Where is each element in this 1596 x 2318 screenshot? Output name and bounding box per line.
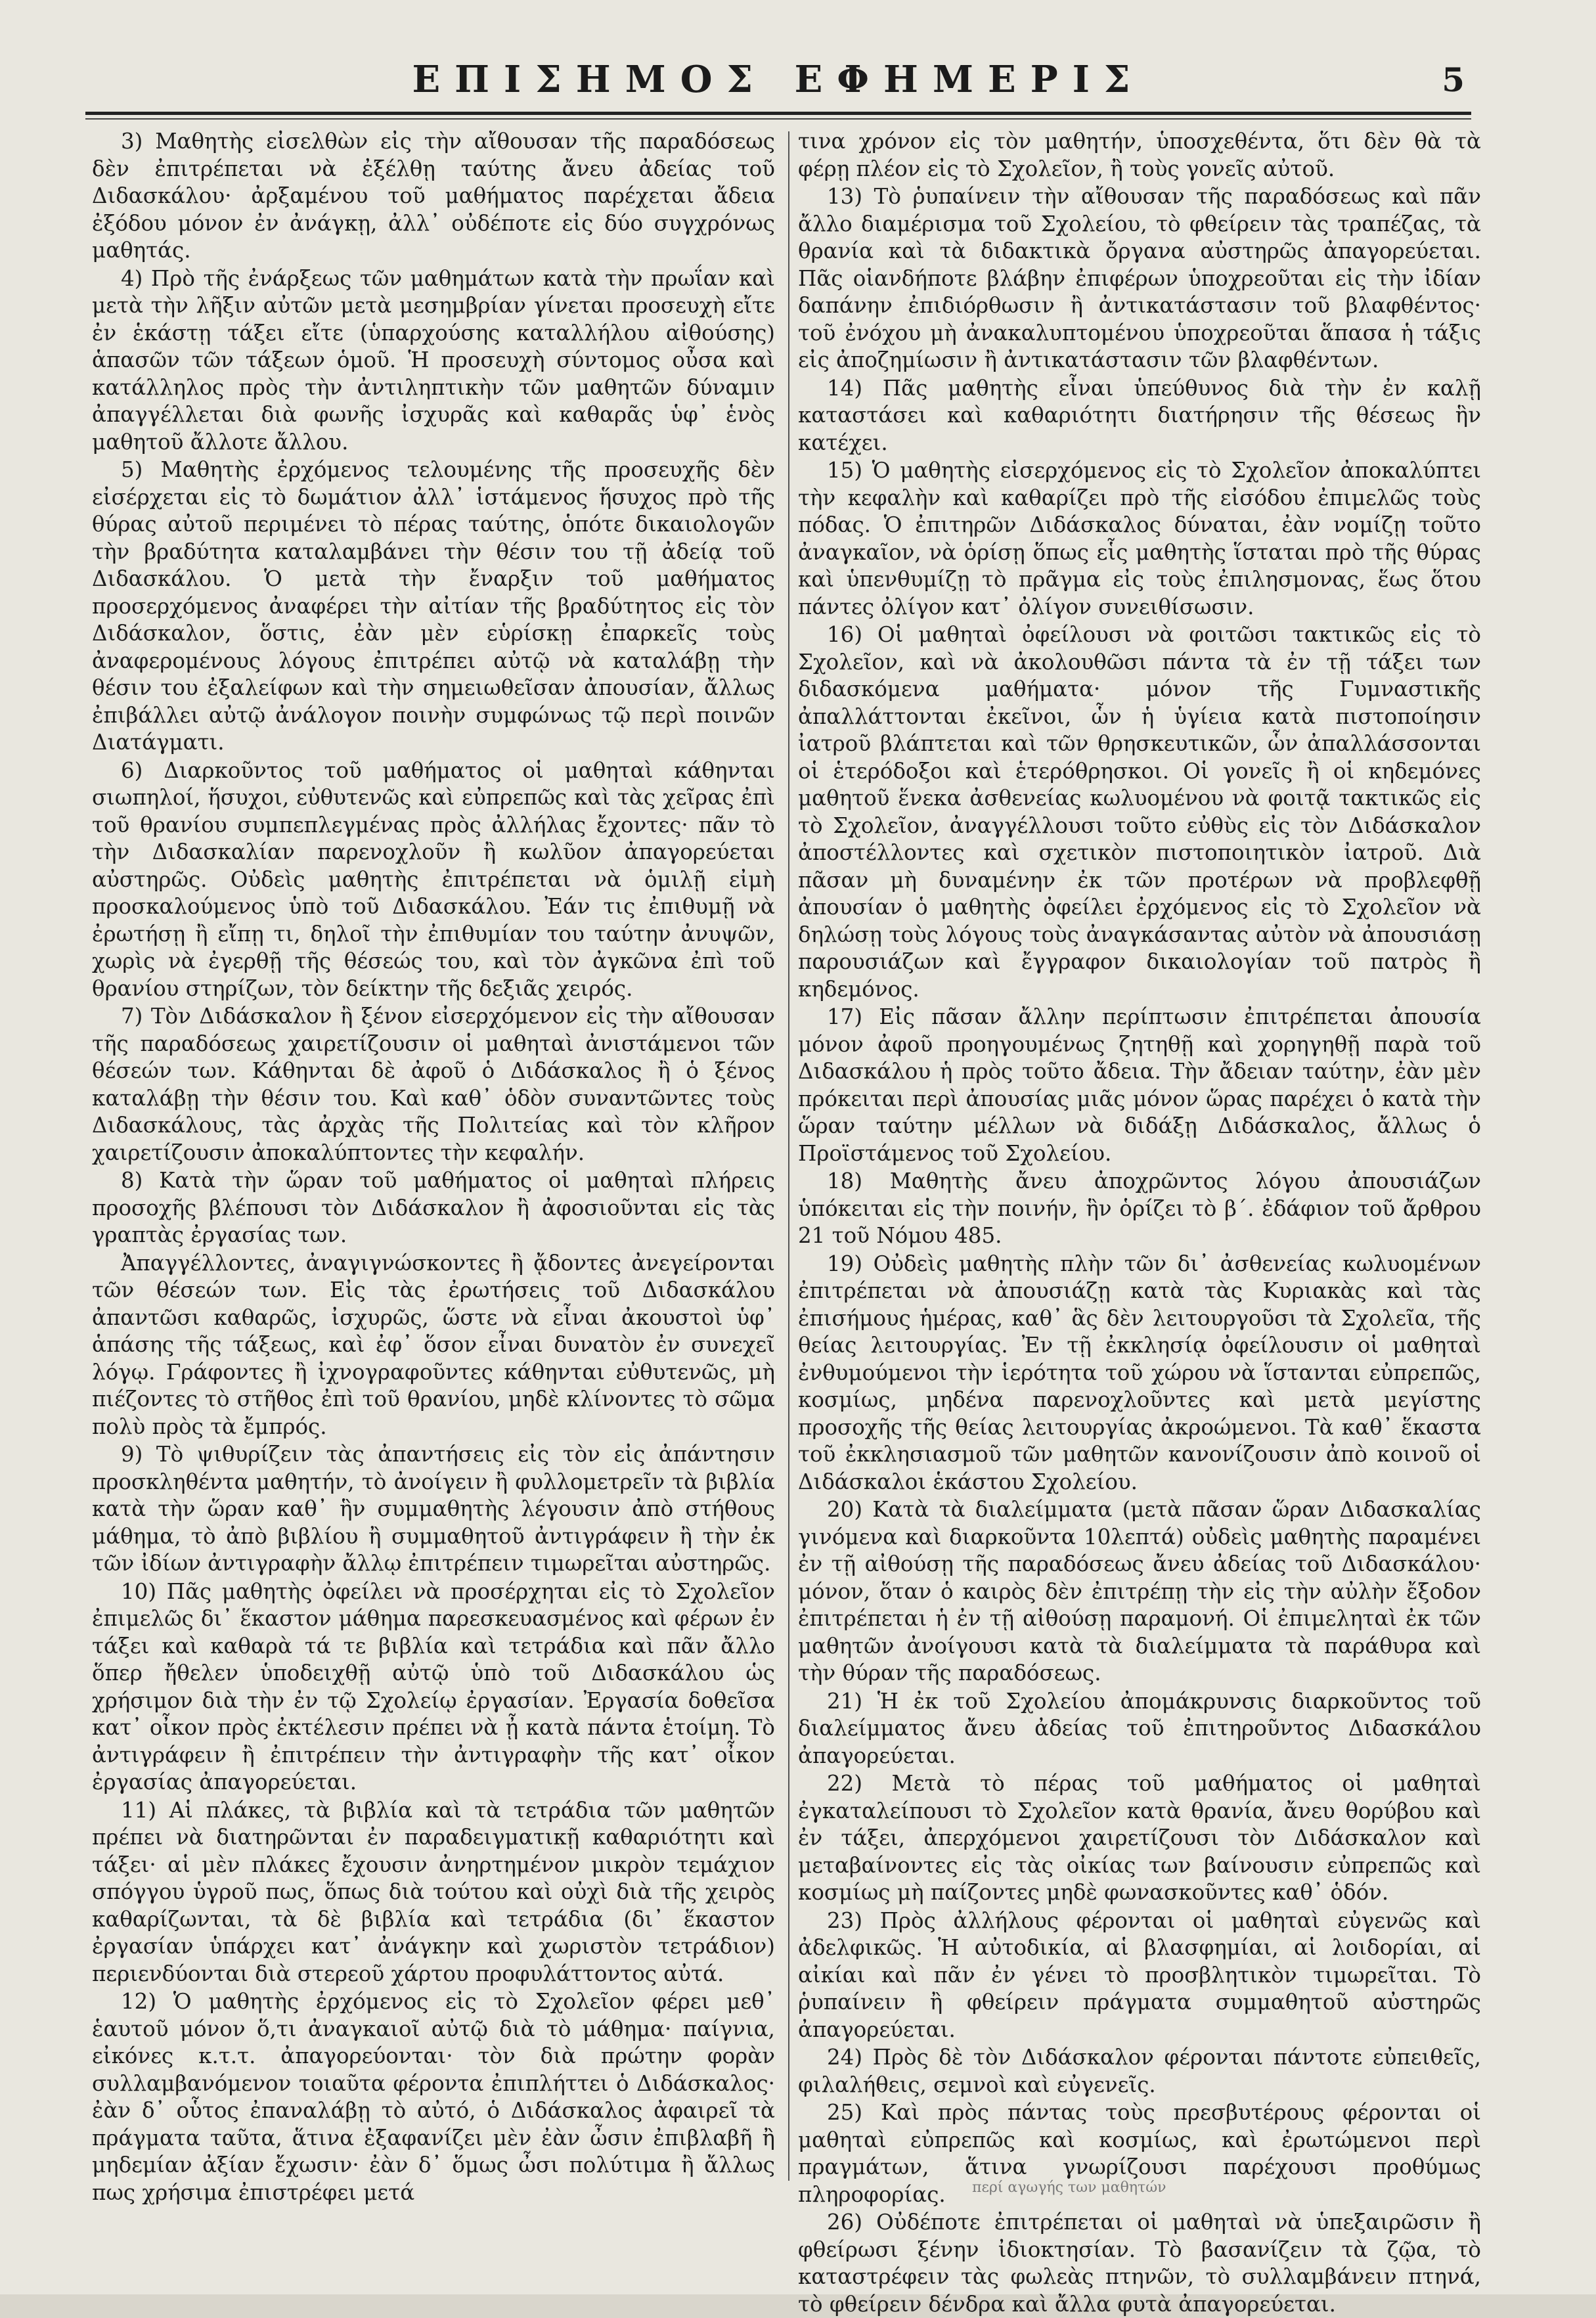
article-paragraph: 18) Μαθητὴς ἄνευ ἀποχρῶντος λόγου ἀπουσιάζων ὑπόκειται εἰς τὴν ποινήν, ἣν ὁρίζει τὸ β΄. ἐδάφιον τοῦ ἄρθρου 21 τοῦ Νόμου 485. <box>798 1169 1481 1248</box>
article-paragraph: 14) Πᾶς μαθητὴς εἶναι ὑπεύθυνος διὰ τὴν ἐν καλῇ καταστάσει καὶ καθαριότητι διατήρησιν τῆς θέσεως ἣν κατέχει. <box>798 375 1481 455</box>
article-paragraph: 16) Οἱ μαθηταὶ ὀφείλουσι νὰ φοιτῶσι τακτικῶς εἰς τὸ Σχολεῖον, καὶ νὰ ἀκολουθῶσι πάντα τὰ ἐν τῇ τάξει των διδασκόμενα μαθήματα· μόνον τῆς Γυμναστικῆς ἀπαλλάττονται ἐκεῖνοι, ὧν ἡ ὑγίεια κατὰ πιστοποίησιν ἰατροῦ βλάπτεται καὶ τῶν θρησκευτικῶν, ὧν ἀπαλλάσσονται οἱ ἑτερόδοξοι καὶ ἑτερόθρησκοι. Οἱ γονεῖς ἢ οἱ κηδεμόνες μαθητοῦ ἕνεκα ἀσθενείας κωλυομένου νὰ φοιτᾷ τακτικῶς εἰς τὸ Σχολεῖον, ἀναγγέλλουσι τοῦτο εὐθὺς εἰς τὸν Διδάσκαλον ἀποστέλλοντες καὶ σχετικὸν πιστοποιητικὸν ἰατροῦ. Διὰ πᾶσαν μὴ δυναμένην ἐκ τῶν προτέρων νὰ προβλεφθῇ ἀπουσίαν ὁ μαθητὴς ὀφείλει ἐρχόμενος εἰς τὸ Σχολεῖον νὰ δηλώσῃ τοὺς λόγους τοὺς ἀναγκάσαντας αὐτὸν νὰ ἀπουσιάσῃ παρουσιάζων καὶ ἔγγραφον δικαιολογίαν τοῦ πατρὸς ἢ κηδεμόνος. <box>798 622 1481 1002</box>
article-paragraph: τινα χρόνον εἰς τὸν μαθητήν, ὑποσχεθέντα, ὅτι δὲν θὰ τὰ φέρῃ πλέον εἰς τὸ Σχολεῖον, ἢ τοὺς γονεῖς αὐτοῦ. <box>798 129 1481 181</box>
article-paragraph: 6) Διαρκοῦντος τοῦ μαθήματος οἱ μαθηταὶ κάθηνται σιωπηλοί, ἥσυχοι, εὐθυτενῶς καὶ εὐπρεπῶς καὶ τὰς χεῖρας ἐπὶ τοῦ θρανίου συμπεπλεγμένας πρὸς ἀλλήλας ἔχοντες· πᾶν τὸ τὴν Διδασκαλίαν παρενοχλοῦν ἢ κωλῦον ἀπαγορεύεται αὐστηρῶς. Οὐδεὶς μαθητὴς ἐπιτρέπεται νὰ ὁμιλῇ εἰμὴ προσκαλούμενος ὑπὸ τοῦ Διδασκάλου. Ἐάν τις ἐπιθυμῇ νὰ ἐρωτήσῃ ἢ εἴπῃ τι, δηλοῖ τὴν ἐπιθυμίαν του ταύτην ἀνυψῶν, χωρὶς νὰ ἐγερθῇ τῆς θέσεώς του, καὶ τὸν ἀγκῶνα ἐπὶ τοῦ θρανίου στηρίζων, τὸν δείκτην τῆς δεξιᾶς χειρός. <box>92 757 775 1001</box>
page-header <box>85 46 1471 118</box>
article-paragraph: 9) Τὸ ψιθυρίζειν τὰς ἀπαντήσεις εἰς τὸν εἰς ἀπάντησιν προσκληθέντα μαθητήν, τὸ ἀνοίγειν ἢ φυλλομετρεῖν τὰ βιβλία κατὰ τὴν ὥραν καθ᾽ ἣν συμμαθητὴς λέγουσιν ἀπὸ στήθους μάθημα, τὸ ἀπὸ βιβλίου ἢ συμμαθητοῦ ἀντιγράφειν ἢ τὴν ἐκ τῶν ἰδίων ἀντιγραφὴν ἄλλῳ ἐπιτρέπειν τιμωρεῖται αὐστηρῶς. <box>92 1442 775 1576</box>
article-paragraph: 20) Κατὰ τὰ διαλείμματα (μετὰ πᾶσαν ὥραν Διδασκαλίας γινόμενα καὶ διαρκοῦντα 10λεπτά) οὐδεὶς μαθητὴς παραμένει ἐν τῇ αἰθούσῃ τῆς παραδόσεως ἄνευ ἀδείας τοῦ Διδασκάλου· μόνον, ὅταν ὁ καιρὸς δὲν ἐπιτρέπῃ τὴν εἰς τὴν αὐλὴν ἔξοδον ἐπιτρέπεται ἡ ἐν τῇ αἰθούσῃ παραμονή. Οἱ ἐπιμεληταὶ ἐκ τῶν μαθητῶν ἀνοίγουσι κατὰ τὰ διαλείμματα τὰ παράθυρα καὶ τὴν θύραν τῆς παραδόσεως. <box>798 1497 1481 1685</box>
article-paragraph: 24) Πρὸς δὲ τὸν Διδάσκαλον φέρονται πάντοτε εὐπειθεῖς, φιλαλήθεις, σεμνοὶ καὶ εὐγενεῖς. <box>798 2045 1481 2097</box>
article-paragraph: 25) Καὶ πρὸς πάντας τοὺς πρεσβυτέρους φέρονται οἱ μαθηταὶ εὐπρεπῶς καὶ κοσμίως, καὶ ἐρωτώμενοι περὶ πραγμάτων, ἅτινα γνωρίζουσι παρέχουσι προθύμως πληροφορίας. <box>798 2100 1481 2207</box>
page-number: 5 <box>1442 60 1465 99</box>
article-paragraph: 3) Μαθητὴς εἰσελθὼν εἰς τὴν αἴθουσαν τῆς παραδόσεως δὲν ἐπιτρέπεται νὰ ἐξέλθῃ ταύτης ἄνευ ἀδείας τοῦ Διδασκάλου· ἀρξαμένου τοῦ μαθήματος παρέχεται ἄδεια ἐξόδου μόνον ἐν ἀνάγκῃ, ἀλλ᾽ οὐδέποτε εἰς δύο συγχρόνως μαθητάς. <box>92 129 775 263</box>
article-paragraph: 19) Οὐδεὶς μαθητὴς πλὴν τῶν δι᾽ ἀσθενείας κωλυομένων ἐπιτρέπεται νὰ ἀπουσιάζῃ κατὰ τὰς Κυριακὰς καὶ τὰς ἐπισήμους ἡμέρας, καθ᾽ ἃς δὲν λειτουργοῦσι τὰ Σχολεῖα, τῆς θείας λειτουργίας. Ἐν τῇ ἐκκλησίᾳ ὀφείλουσιν οἱ μαθηταὶ ἐνθυμούμενοι τὴν ἱερότητα τοῦ χώρου νὰ ἵστανται εὐπρεπῶς, κοσμίως, μηδένα παρενοχλοῦντες καὶ μετὰ μεγίστης προσοχῆς τῆς θείας λειτουργίας ἀκροώμενοι. Τὰ καθ᾽ ἕκαστα τοῦ ἐκκλησιασμοῦ τῶν μαθητῶν κανονίζουσιν ἀπὸ κοινοῦ οἱ Διδάσκαλοι ἑκάστου Σχολείου. <box>798 1251 1481 1494</box>
article-paragraph: 26) Οὐδέποτε ἐπιτρέπεται οἱ μαθηταὶ νὰ ὑπεξαιρῶσιν ἢ φθείρωσι ξένην ἰδιοκτησίαν. Τὸ βασανίζειν τὰ ζῷα, τὸ καταστρέφειν τὰς φωλεὰς πτηνῶν, τὸ συλλαμβάνειν πτηνά, τὸ φθείρειν δένδρα καὶ ἄλλα φυτὰ ἀπαγορεύεται. <box>798 2210 1481 2317</box>
article-paragraph: 7) Τὸν Διδάσκαλον ἢ ξένον εἰσερχόμενον εἰς τὴν αἴθουσαν τῆς παραδόσεως χαιρετίζουσιν οἱ μαθηταὶ ἀνιστάμενοι τῶν θέσεών των. Κάθηνται δὲ ἀφοῦ ὁ Διδάσκαλος ἢ ὁ ξένος καταλάβῃ τὴν θέσιν του. Καὶ καθ᾽ ὁδὸν συναντῶντες τοὺς Διδασκάλους, τὰς ἀρχὰς τῆς Πολιτείας καὶ τὸν κλῆρον χαιρετίζουσιν ἀποκαλύπτοντες τὴν κεφαλήν. <box>92 1004 775 1165</box>
article-paragraph: Ἀπαγγέλλοντες, ἀναγιγνώσκοντες ἢ ᾄδοντες ἀνεγείρονται τῶν θέσεών των. Εἰς τὰς ἐρωτήσεις τοῦ Διδασκάλου ἀπαντῶσι καθαρῶς, ἰσχυρῶς, ὥστε νὰ εἶναι ἀκουστοὶ ὑφ᾽ ἁπάσης τῆς τάξεως, καὶ ἐφ᾽ ὅσον εἶναι δυνατὸν ἐν συνεχεῖ λόγῳ. Γράφοντες ἢ ἰχνογραφοῦντες κάθηνται εὐθυτενῶς, μὴ πιέζοντες τὸ στῆθος ἐπὶ τοῦ θρανίου, μηδὲ κλίνοντες τὸ σῶμα πολὺ πρὸς τὰ ἔμπρός. <box>92 1250 775 1439</box>
article-paragraph: 13) Τὸ ῥυπαίνειν τὴν αἴθουσαν τῆς παραδόσεως καὶ πᾶν ἄλλο διαμέρισμα τοῦ Σχολείου, τὸ φθείρειν τὰς τραπέζας, τὰ θρανία καὶ τὰ διδακτικὰ ὄργανα αὐστηρῶς ἀπαγορεύεται. Πᾶς οἱανδήποτε βλάβην ἐπιφέρων ὑποχρεοῦται εἰς τὴν ἰδίαν δαπάνην ἐπιδιόρθωσιν ἢ ἀντικατάστασιν τοῦ βλαφθέντος· τοῦ ἐνόχου μὴ ἀνακαλυπτομένου ὑποχρεοῦται ἅπασα ἡ τάξις εἰς ἀποζημίωσιν ἢ ἀντικατάστασιν τῶν βλαφθέντων. <box>798 184 1481 372</box>
header-rule-thin <box>85 118 1471 120</box>
header-rule <box>85 112 1471 115</box>
article-paragraph: 15) Ὁ μαθητὴς εἰσερχόμενος εἰς τὸ Σχολεῖον ἀποκαλύπτει τὴν κεφαλὴν καὶ καθαρίζει πρὸ τῆς εἰσόδου ἐπιμελῶς τοὺς πόδας. Ὁ ἐπιτηρῶν Διδάσκαλος δύναται, ἐὰν νομίζῃ τοῦτο ἀναγκαῖον, νὰ ὁρίσῃ ὅπως εἷς μαθητὴς ἵσταται πρὸ τῆς θύρας καὶ ὑπενθυμίζῃ τὸ πρᾶγμα εἰς τοὺς ἐπιλησμονας, ἕως ὅτου πάντες ὀλίγον κατ᾽ ὀλίγον συνειθίσωσιν. <box>798 458 1481 619</box>
article-paragraph: 22) Μετὰ τὸ πέρας τοῦ μαθήματος οἱ μαθηταὶ ἐγκαταλείπουσι τὸ Σχολεῖον κατὰ θρανία, ἄνευ θορύβου καὶ ἐν τάξει, ἀπερχόμενοι χαιρετίζουσι τὸν Διδάσκαλον καὶ μεταβαίνοντες εἰς τὰς οἰκίας των βαίνουσιν εὐπρεπῶς καὶ κοσμίως μὴ παίζοντες μηδὲ φωνασκοῦντες καθ᾽ ὁδόν. <box>798 1771 1481 1905</box>
article-paragraph: 21) Ἡ ἐκ τοῦ Σχολείου ἀπομάκρυνσις διαρκοῦντος τοῦ διαλείμματος ἄνευ ἀδείας τοῦ ἐπιτηροῦντος Διδασκάλου ἀπαγορεύεται. <box>798 1688 1481 1768</box>
article-paragraph: 8) Κατὰ τὴν ὥραν τοῦ μαθήματος οἱ μαθηταὶ πλήρεις προσοχῆς βλέπουσι τὸν Διδάσκαλον ἢ ἀφοσιοῦνται εἰς τὰς γραπτὰς ἐργασίας των. <box>92 1168 775 1247</box>
article-paragraph: 4) Πρὸ τῆς ἐνάρξεως τῶν μαθημάτων κατὰ τὴν πρωΐαν καὶ μετὰ τὴν λῆξιν αὐτῶν μετὰ μεσημβρίαν γίνεται προσευχὴ εἴτε ἐν ἑκάστῃ τάξει εἴτε (ὑπαρχούσης καταλλήλου αἰθούσης) ἁπασῶν τῶν τάξεων ὁμοῦ. Ἡ προσευχὴ σύντομος οὖσα καὶ κατάλληλος πρὸς τὴν ἀντιληπτικὴν τῶν μαθητῶν δύναμιν ἀπαγγέλλεται διὰ φωνῆς ἰσχυρᾶς καὶ καθαρᾶς ὑφ᾽ ἑνὸς μαθητοῦ ἄλλοτε ἄλλου. <box>92 265 775 455</box>
masthead-title: ΕΠΙΣΗΜΟΣ ΕΦΗΜΕΡΙΣ <box>412 58 1145 101</box>
article-paragraph: 5) Μαθητὴς ἐρχόμενος τελουμένης τῆς προσευχῆς δὲν εἰσέρχεται εἰς τὸ δωμάτιον ἀλλ᾽ ἱστάμενος ἥσυχος πρὸ τῆς θύρας αὐτοῦ περιμένει τὸ πέρας ταύτης, ὁπότε δικαιολογῶν τὴν βραδύτητα καταλαμβάνει τὴν θέσιν του τῇ ἀδείᾳ τοῦ Διδασκάλου. Ὁ μετὰ τὴν ἔναρξιν τοῦ μαθήματος προσερχόμενος ἀναφέρει τὴν αἰτίαν τῆς βραδύτητος εἰς τὸν Διδάσκαλον, ὅστις, ἐὰν μὲν εὑρίσκῃ ἐπαρκεῖς τοὺς ἀναφερομένους λόγους ἐπιτρέπει αὐτῷ νὰ καταλάβῃ τὴν θέσιν του ἐξαλείφων καὶ τὴν σημειωθεῖσαν ἀπουσίαν, ἄλλως ἐπιβάλλει αὐτῷ ἀνάλογον ποινὴν συμφώνως τῷ περὶ ποινῶν Διατάγματι. <box>92 457 775 755</box>
article-paragraph: 23) Πρὸς ἀλλήλους φέρονται οἱ μαθηταὶ εὐγενῶς καὶ ἀδελφικῶς. Ἡ αὐτοδικία, αἱ βλασφημίαι, αἱ λοιδορίαι, αἱ αἰκίαι καὶ πᾶν ἐν γένει τὸ προσβλητικὸν τιμωρεῖται. Τὸ ῥυπαίνειν ἢ φθείρειν πράγματα συμμαθητοῦ αὐστηρῶς ἀπαγορεύεται. <box>798 1907 1481 2042</box>
article-paragraph: 10) Πᾶς μαθητὴς ὀφείλει νὰ προσέρχηται εἰς τὸ Σχολεῖον ἐπιμελῶς δι᾽ ἕκαστον μάθημα παρεσκευασμένος καὶ φέρων ἐν τάξει καὶ καθαρὰ τά τε βιβλία καὶ τετράδια καὶ πᾶν ἄλλο ὅπερ ἤθελεν ὑποδειχθῇ αὐτῷ ὑπὸ τοῦ Διδασκάλου ὡς χρήσιμον διὰ τὴν ἐν τῷ Σχολείῳ ἐργασίαν. Ἐργασία δοθεῖσα κατ᾽ οἶκον πρὸς ἐκτέλεσιν πρέπει νὰ ᾖ κατὰ πάντα ἑτοίμη. Τὸ ἀντιγράφειν ἢ ἐπιτρέπειν τὴν ἀντιγραφὴν τῆς κατ᾽ οἶκον ἐργασίας ἀπαγορεύεται. <box>92 1578 775 1794</box>
footer-note: περί αγωγής των μαθητών <box>972 2179 1166 2196</box>
right-column <box>798 128 1481 2318</box>
article-paragraph: 17) Εἰς πᾶσαν ἄλλην περίπτωσιν ἐπιτρέπεται ἀπουσία μόνον ἀφοῦ προηγουμένως ζητηθῇ καὶ χορηγηθῇ παρὰ τοῦ Διδασκάλου ἡ πρὸς τοῦτο ἄδεια. Τὴν ἄδειαν ταύτην, ἐὰν μὲν πρόκειται περὶ ἀπουσίας μιᾶς μόνον ὥρας παρέχει ὁ κατὰ τὴν ὥραν ταύτην μέλλων νὰ διδάξῃ Διδάσκαλος, ἄλλως ὁ Προϊστάμενος τοῦ Σχολείου. <box>798 1004 1481 1166</box>
article-paragraph: 11) Αἱ πλάκες, τὰ βιβλία καὶ τὰ τετράδια τῶν μαθητῶν πρέπει νὰ διατηρῶνται ἐν παραδειγματικῇ καθαριότητι καὶ τάξει· αἱ μὲν πλάκες ἔχουσιν ἀνηρτημένον μικρὸν τεμάχιον σπόγγου ὑγροῦ πως, ὅπως διὰ τούτου καὶ οὐχὶ διὰ τῆς χειρὸς καθαρίζωνται, τὰ δὲ βιβλία καὶ τετράδια (δι᾽ ἕκαστον ἐργασίαν ὑπάρχει κατ᾽ ἀνάγκην καὶ χωριστὸν τετράδιον) περιενδύονται διὰ στερεοῦ χάρτου προφυλάττοντος αὐτά. <box>92 1797 775 1986</box>
column-divider <box>788 131 789 2181</box>
article-paragraph: 12) Ὁ μαθητὴς ἐρχόμενος εἰς τὸ Σχολεῖον φέρει μεθ᾽ ἑαυτοῦ μόνον ὅ,τι ἀναγκαιοῖ αὐτῷ διὰ τὸ μάθημα· παίγνια, εἰκόνες κ.τ.τ. ἀπαγορεύονται· τὸν διὰ πρώτην φορὰν συλλαμβανόμενον τοιαῦτα φέροντα ἐπιπλήττει ὁ Διδάσκαλος· ἐὰν δ᾽ οὗτος ἐπαναλάβῃ τὸ αὐτό, ὁ Διδάσκαλος ἀφαιρεῖ τὰ πράγματα ταῦτα, ἅτινα ἐξαφανίζει μὲν ἐὰν ὦσιν ἐπιβλαβῆ ἢ μηδεμίαν ἀξίαν ἔχωσιν· ἐὰν δ᾽ ὅμως ὦσι πολύτιμα ἢ ἄλλως πως χρήσιμα ἐπιστρέφει μετά <box>92 1989 775 2205</box>
left-column <box>92 128 775 2206</box>
